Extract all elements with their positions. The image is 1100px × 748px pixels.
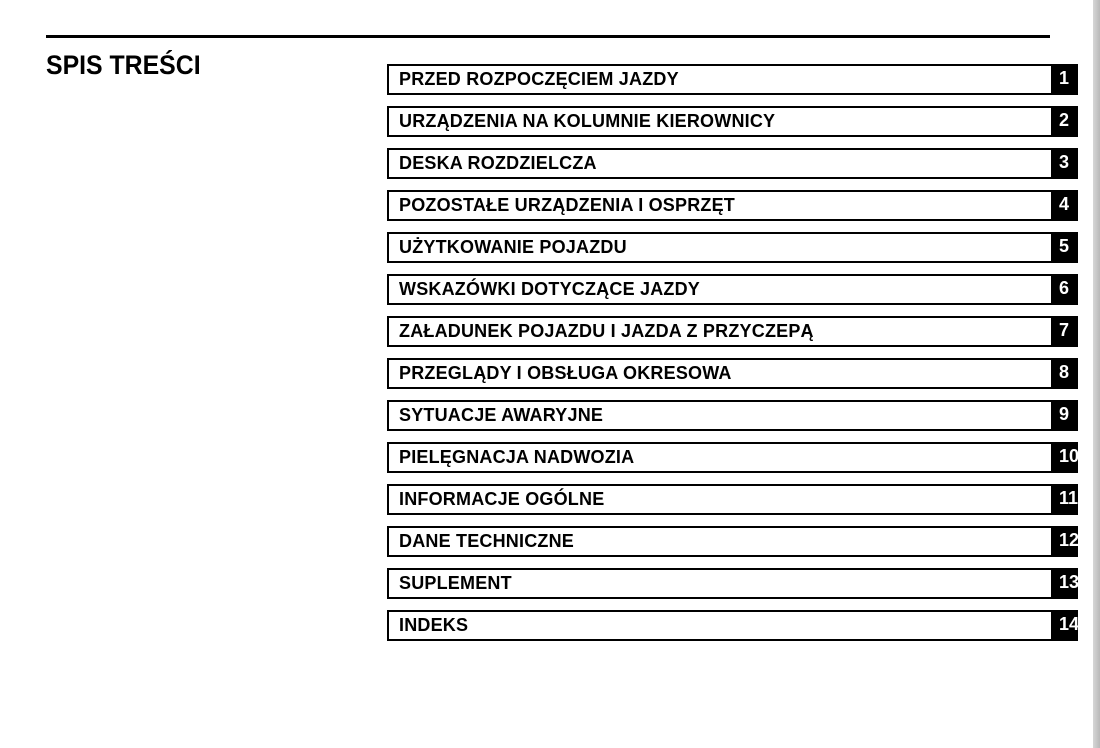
toc-entry-label: DANE TECHNICZNE <box>399 531 575 551</box>
toc-entry-label: POZOSTAŁE URZĄDZENIA I OSPRZĘT <box>399 195 736 215</box>
chapter-tab <box>1051 232 1078 263</box>
chapter-tab <box>1051 484 1078 515</box>
toc-entry-label: INDEKS <box>399 615 469 635</box>
toc-entry[interactable] <box>387 442 1080 473</box>
toc-entry-label: INFORMACJE OGÓLNE <box>399 489 605 509</box>
toc-entry-label: ZAŁADUNEK POJAZDU I JAZDA Z PRZYCZEPĄ <box>399 321 814 341</box>
table-of-contents <box>387 64 1080 664</box>
toc-entry-label: URZĄDZENIA NA KOLUMNIE KIEROWNICY <box>399 111 776 131</box>
chapter-tab <box>1051 274 1078 305</box>
chapter-number: 1 <box>1059 68 1070 88</box>
chapter-number: 8 <box>1059 362 1070 382</box>
chapter-number: 4 <box>1059 194 1070 214</box>
toc-entry-label: WSKAZÓWKI DOTYCZĄCE JAZDY <box>399 279 700 299</box>
chapter-number: 3 <box>1059 152 1070 172</box>
chapter-tab <box>1051 64 1078 95</box>
chapter-tab <box>1051 106 1078 137</box>
chapter-number: 12 <box>1059 530 1080 550</box>
chapter-number: 9 <box>1059 404 1070 424</box>
chapter-tab <box>1051 568 1078 599</box>
chapter-number: 5 <box>1059 236 1070 256</box>
chapter-number: 7 <box>1059 320 1070 340</box>
chapter-tab <box>1051 358 1078 389</box>
toc-entry[interactable] <box>387 148 1076 179</box>
toc-entry-label: PRZEGLĄDY I OBSŁUGA OKRESOWA <box>399 363 732 383</box>
chapter-number: 14 <box>1059 614 1080 634</box>
top-rule <box>46 35 1050 38</box>
toc-entry[interactable] <box>387 484 1079 515</box>
chapter-tab <box>1051 148 1078 179</box>
chapter-number: 6 <box>1059 278 1070 298</box>
toc-entry[interactable] <box>387 400 1076 431</box>
toc-entry[interactable] <box>387 106 1076 137</box>
chapter-tab <box>1051 190 1078 221</box>
chapter-number: 11 <box>1059 488 1079 508</box>
toc-entry[interactable] <box>387 232 1076 263</box>
toc-entry-label: PRZED ROZPOCZĘCIEM JAZDY <box>399 69 679 89</box>
toc-entry-label: SYTUACJE AWARYJNE <box>399 405 604 425</box>
toc-entry[interactable] <box>387 64 1076 95</box>
toc-entry[interactable] <box>387 316 1076 347</box>
toc-entry[interactable] <box>387 526 1080 557</box>
toc-entry[interactable] <box>387 568 1080 599</box>
toc-entry-label: SUPLEMENT <box>399 573 512 593</box>
chapter-tab <box>1051 526 1078 557</box>
toc-entry[interactable] <box>387 610 1080 641</box>
toc-entry[interactable] <box>387 274 1076 305</box>
toc-entry-label: DESKA ROZDZIELCZA <box>399 153 597 173</box>
toc-entry-label: UŻYTKOWANIE POJAZDU <box>399 237 627 257</box>
chapter-tab <box>1051 400 1078 431</box>
toc-entry-label: PIELĘGNACJA NADWOZIA <box>399 447 635 467</box>
toc-entry[interactable] <box>387 190 1076 221</box>
chapter-tab <box>1051 610 1078 641</box>
chapter-tab <box>1051 442 1078 473</box>
chapter-number: 13 <box>1059 572 1080 592</box>
toc-entry[interactable] <box>387 358 1076 389</box>
chapter-number: 2 <box>1059 110 1070 130</box>
viewer-scrollbar-edge <box>1093 0 1100 748</box>
page-title: SPIS TREŚCI <box>46 50 201 80</box>
chapter-tab <box>1051 316 1078 347</box>
chapter-number: 10 <box>1059 446 1080 466</box>
